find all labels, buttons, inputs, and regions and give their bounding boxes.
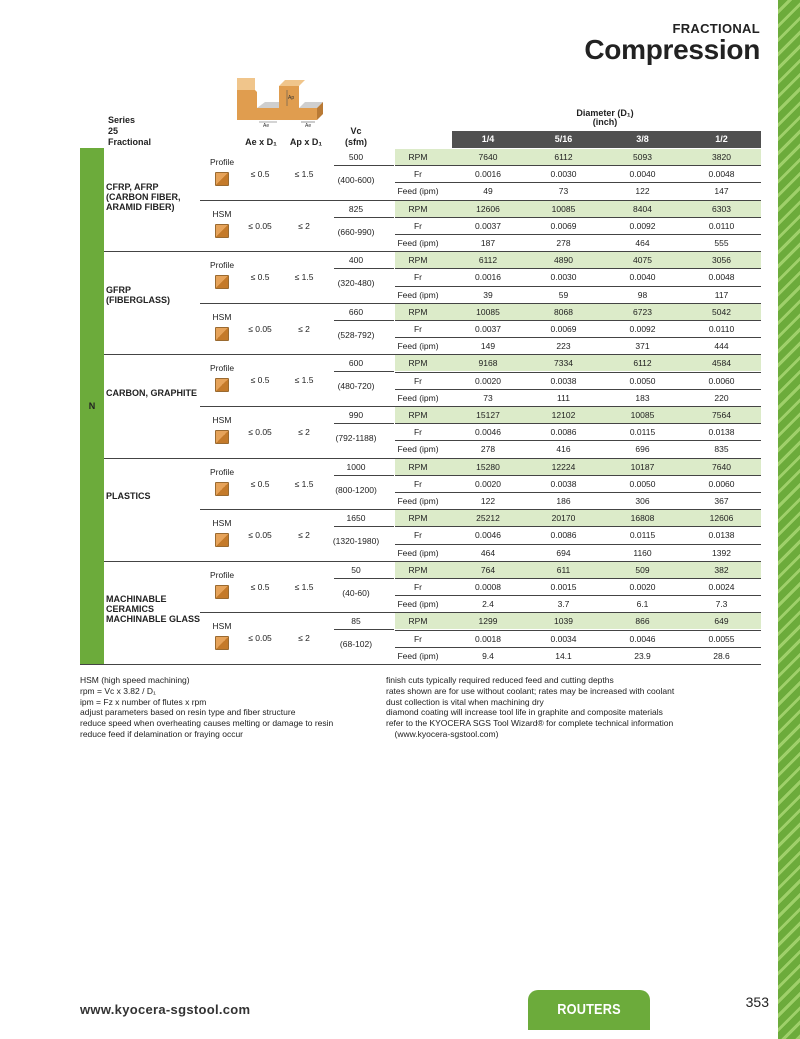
- tool-icon: [215, 378, 229, 392]
- row-label-rpm: RPM: [408, 152, 428, 162]
- rpm-value: 15280: [476, 461, 500, 472]
- fr-value: 0.0060: [708, 375, 735, 386]
- fr-value: 0.0030: [550, 272, 577, 283]
- fr-value: 0.0038: [550, 375, 577, 386]
- col-size-2: 3/8: [636, 134, 649, 144]
- rpm-value: 649: [714, 616, 729, 627]
- row-label-feed: Feed (ipm): [397, 392, 439, 403]
- col-size-1: 5/16: [554, 134, 573, 144]
- feed-value: 39: [483, 289, 493, 300]
- page-category: FRACTIONAL: [672, 21, 760, 36]
- row-label-rpm: RPM: [408, 616, 428, 627]
- ae-symbol: Ae: [263, 123, 270, 128]
- feed-value: 59: [558, 289, 569, 300]
- rpm-value: 7640: [478, 152, 498, 162]
- ap-value: ≤ 2: [298, 323, 310, 334]
- feed-value: 98: [637, 289, 648, 300]
- rpm-value: 4075: [633, 255, 652, 266]
- feed-value: 183: [635, 392, 650, 403]
- vc-divider: [334, 475, 394, 476]
- feed-value: 278: [556, 238, 571, 248]
- fr-value: 0.0055: [708, 633, 735, 644]
- diameter-header: Diameter (D₁) (inch): [576, 108, 634, 127]
- rpm-value: 12606: [476, 203, 500, 214]
- material-name: CFRP, AFRP (CARBON FIBER, ARAMID FIBER): [106, 181, 181, 212]
- row-label-rpm: RPM: [408, 358, 428, 369]
- rpm-value: 4890: [554, 255, 573, 266]
- rpm-value: 3820: [712, 152, 731, 162]
- vc-divider: [334, 217, 394, 218]
- fr-value: 0.0018: [475, 633, 501, 644]
- rpm-value: 7640: [712, 461, 731, 472]
- fr-value: 0.0040: [629, 272, 656, 283]
- rpm-value: 5093: [633, 152, 652, 162]
- feed-value: 223: [556, 341, 571, 352]
- row-label-feed: Feed (ipm): [397, 289, 439, 300]
- tool-icon: [215, 533, 229, 547]
- row-label-rpm: RPM: [408, 255, 428, 266]
- rpm-value: 3056: [712, 255, 731, 266]
- tool-icon: [215, 327, 229, 341]
- row-label-feed: Feed (ipm): [397, 496, 439, 506]
- ap-symbol: Ap: [288, 95, 295, 101]
- ap-value: ≤ 1.5: [294, 581, 314, 592]
- vc-divider: [334, 268, 394, 269]
- feed-value: 186: [556, 496, 571, 506]
- fr-value: 0.0092: [629, 220, 656, 231]
- tool-icon: [215, 275, 229, 289]
- feed-value: 3.7: [557, 599, 570, 610]
- material-name: GFRP (FIBERGLASS): [106, 284, 170, 305]
- ap-value: ≤ 2: [298, 427, 310, 437]
- feed-value: 367: [714, 496, 729, 506]
- vc-range: (480-720): [337, 381, 375, 392]
- tool-icon: [215, 585, 229, 599]
- vc-value: 660: [348, 306, 364, 317]
- vc-range: (40-60): [342, 587, 370, 598]
- feed-value: 464: [480, 547, 496, 558]
- fr-value: 0.0046: [475, 427, 501, 438]
- rpm-value: 866: [635, 616, 650, 627]
- vc-value: 825: [348, 203, 364, 214]
- ae-symbol-2: Ae: [305, 123, 312, 128]
- feed-value: 23.9: [634, 650, 651, 661]
- operation-label: HSM: [212, 311, 232, 322]
- material-name: CARBON, GRAPHITE: [106, 388, 198, 398]
- vc-value: 1650: [346, 513, 366, 524]
- rpm-value: 509: [635, 564, 650, 575]
- fr-value: 0.0086: [550, 530, 577, 541]
- fr-value: 0.0037: [475, 220, 501, 231]
- fr-value: 0.0115: [629, 530, 656, 541]
- ae-value: ≤ 0.05: [248, 530, 272, 541]
- row-label-rpm: RPM: [408, 461, 428, 472]
- feed-value: 122: [635, 186, 650, 197]
- operation-label: Profile: [209, 466, 235, 477]
- vc-divider: [334, 371, 394, 372]
- fr-value: 0.0020: [629, 582, 656, 592]
- feed-value: 28.6: [713, 650, 730, 661]
- fr-value: 0.0020: [475, 375, 501, 386]
- fr-value: 0.0115: [629, 427, 656, 438]
- rpm-value: 9168: [478, 358, 498, 369]
- feed-value: 73: [558, 186, 569, 197]
- vc-range: (1320-1980): [332, 536, 380, 547]
- tool-icon: [215, 224, 229, 238]
- operation-label: HSM: [212, 208, 232, 219]
- vc-divider: [334, 320, 394, 321]
- vc-range: (660-990): [337, 226, 375, 237]
- feed-value: 444: [714, 341, 729, 352]
- ap-header: Ap x D₁: [289, 137, 323, 147]
- rpm-value: 4584: [712, 358, 731, 369]
- vc-divider: [334, 165, 394, 166]
- rpm-value: 12224: [551, 461, 576, 472]
- feed-value: 14.1: [555, 650, 572, 661]
- rpm-value: 12606: [709, 513, 734, 524]
- vc-value: 1000: [346, 461, 366, 472]
- row-label-feed: Feed (ipm): [397, 238, 439, 248]
- feed-value: 1160: [633, 547, 652, 558]
- fr-value: 0.0110: [708, 220, 735, 231]
- operation-label: Profile: [209, 569, 235, 580]
- rpm-value: 7564: [712, 410, 731, 420]
- feed-value: 2.4: [482, 599, 494, 610]
- feed-value: 278: [480, 444, 496, 455]
- feed-value: 9.4: [482, 650, 494, 661]
- fr-value: 0.0060: [708, 478, 735, 489]
- ae-value: ≤ 0.5: [250, 169, 270, 179]
- rpm-value: 611: [556, 564, 571, 575]
- rpm-value: 16808: [630, 513, 655, 524]
- feed-value: 306: [635, 496, 650, 506]
- material-name: MACHINABLE CERAMICS MACHINABLE GLASS: [106, 594, 200, 625]
- feed-value: 122: [480, 496, 496, 506]
- rpm-value: 382: [714, 564, 729, 575]
- fr-value: 0.0046: [629, 633, 656, 644]
- row-label-fr: Fr: [413, 375, 423, 386]
- vc-range: (68-102): [339, 639, 373, 650]
- operation-label: Profile: [209, 157, 235, 167]
- fr-value: 0.0086: [550, 427, 577, 438]
- fr-value: 0.0015: [550, 582, 577, 592]
- ap-value: ≤ 2: [298, 220, 310, 231]
- rpm-value: 12102: [551, 410, 576, 420]
- fr-value: 0.0024: [708, 582, 735, 592]
- feed-value: 464: [635, 238, 650, 248]
- row-label-rpm: RPM: [408, 203, 428, 214]
- operation-label: HSM: [212, 518, 232, 529]
- ae-value: ≤ 0.5: [250, 375, 270, 386]
- notes-right: finish cuts typically required reduced feed and cutting depths rates shown are for use without coolant; rates may be increased with coolant dust collection is vital when machining dry diamond coating will increase tool life in graphite and composite materials refer to the KYOCERA SGS Tool Wizard® for complete technical information (www.kyocera-sgstool.com): [386, 675, 675, 739]
- fr-value: 0.0092: [629, 324, 656, 334]
- tool-icon: [215, 430, 229, 444]
- feed-value: 835: [714, 444, 729, 455]
- section-tab-label: ROUTERS: [557, 1001, 621, 1018]
- fr-value: 0.0016: [475, 272, 501, 283]
- ap-value: ≤ 1.5: [294, 375, 314, 386]
- vc-range: (528-792): [337, 329, 375, 340]
- fr-value: 0.0040: [629, 169, 656, 180]
- ae-header: Ae x D₁: [245, 137, 277, 147]
- material-name: PLASTICS: [106, 491, 151, 502]
- ae-value: ≤ 0.05: [248, 427, 272, 437]
- rpm-value: 7334: [554, 358, 573, 369]
- feed-value: 187: [480, 238, 496, 248]
- ap-value: ≤ 1.5: [294, 169, 314, 179]
- page-number: 353: [745, 994, 769, 1010]
- page-title: Compression: [584, 34, 760, 65]
- fr-value: 0.0110: [708, 324, 735, 334]
- row-label-rpm: RPM: [408, 410, 428, 420]
- rpm-value: 20170: [551, 513, 576, 524]
- fr-value: 0.0050: [629, 478, 656, 489]
- feed-value: 6.1: [636, 599, 649, 610]
- feed-value: 696: [635, 444, 650, 455]
- row-label-fr: Fr: [413, 220, 423, 231]
- feed-value: 694: [556, 547, 571, 558]
- row-label-fr: Fr: [413, 169, 423, 180]
- row-label-fr: Fr: [413, 272, 423, 283]
- vc-range: (320-480): [337, 278, 375, 289]
- ae-value: ≤ 0.5: [250, 581, 270, 592]
- notes-left: HSM (high speed machining) rpm = Vc x 3.82 / D₁ ipm = Fz x number of flutes x rpm adjust parameters based on resin type and fiber structure reduce speed when overheating causes melting or damage to resin reduce feed if delamination or fraying occur: [80, 675, 334, 739]
- row-label-fr: Fr: [413, 478, 423, 489]
- row-label-rpm: RPM: [408, 513, 428, 524]
- feed-value: 147: [714, 186, 729, 197]
- row-label-fr: Fr: [413, 582, 423, 592]
- fr-value: 0.0016: [475, 169, 501, 180]
- tool-icon: [215, 636, 229, 650]
- fr-value: 0.0037: [475, 324, 501, 334]
- ae-value: ≤ 0.05: [248, 220, 272, 231]
- row-label-feed: Feed (ipm): [397, 444, 439, 455]
- row-label-fr: Fr: [413, 427, 423, 438]
- ae-value: ≤ 0.5: [250, 478, 270, 489]
- fr-value: 0.0034: [550, 633, 577, 644]
- vc-header: Vc (sfm): [345, 126, 367, 147]
- fr-value: 0.0038: [550, 478, 577, 489]
- diameter-column-bar: [452, 131, 761, 148]
- fr-value: 0.0069: [550, 220, 577, 231]
- vc-value: 50: [351, 564, 361, 575]
- operation-label: Profile: [209, 363, 235, 374]
- fr-value: 0.0030: [550, 169, 577, 180]
- operation-label: HSM: [212, 621, 232, 632]
- rpm-value: 5042: [712, 306, 731, 317]
- feed-value: 111: [557, 392, 570, 403]
- fr-value: 0.0020: [475, 478, 501, 489]
- rpm-value: 8404: [633, 203, 652, 214]
- row-label-feed: Feed (ipm): [397, 341, 439, 352]
- group-label: N: [88, 401, 96, 411]
- feed-value: 49: [483, 186, 493, 197]
- rpm-value: 10187: [630, 461, 655, 472]
- vc-value: 400: [348, 255, 364, 266]
- feed-value: 117: [714, 289, 729, 300]
- rpm-value: 1299: [478, 616, 498, 627]
- ap-value: ≤ 2: [298, 633, 310, 644]
- fr-value: 0.0069: [550, 324, 577, 334]
- ae-value: ≤ 0.05: [248, 633, 272, 644]
- row-label-feed: Feed (ipm): [397, 650, 439, 661]
- feed-value: 220: [714, 392, 729, 403]
- vc-divider: [334, 578, 394, 579]
- ae-value: ≤ 0.05: [248, 323, 272, 334]
- fr-value: 0.0046: [475, 530, 501, 541]
- edge-stripe: [778, 0, 800, 1039]
- col-size-0: 1/4: [481, 134, 495, 144]
- vc-value: 600: [348, 358, 364, 369]
- fr-value: 0.0048: [708, 169, 735, 180]
- ap-value: ≤ 1.5: [294, 478, 314, 489]
- rpm-value: 6112: [478, 255, 498, 266]
- rpm-value: 10085: [630, 410, 655, 420]
- tool-icon: [215, 482, 229, 496]
- feed-value: 73: [483, 392, 493, 403]
- rpm-value: 764: [480, 564, 496, 575]
- feed-value: 7.3: [715, 599, 728, 610]
- row-label-fr: Fr: [413, 633, 423, 644]
- rpm-value: 1039: [554, 616, 573, 627]
- row-label-feed: Feed (ipm): [397, 186, 439, 197]
- fr-value: 0.0138: [708, 530, 735, 541]
- col-size-3: 1/2: [715, 134, 728, 144]
- feed-value: 555: [714, 238, 729, 248]
- fr-value: 0.0050: [629, 375, 656, 386]
- vc-divider: [334, 423, 394, 424]
- row-label-feed: Feed (ipm): [397, 599, 439, 610]
- tool-icon: [215, 172, 229, 186]
- rpm-value: 6112: [633, 358, 652, 369]
- vc-range: (792-1188): [335, 433, 377, 443]
- table-bottom: [80, 664, 761, 665]
- fr-value: 0.0138: [708, 427, 735, 438]
- feed-value: 416: [556, 444, 571, 455]
- rpm-value: 10085: [476, 306, 500, 317]
- vc-value: 85: [351, 616, 361, 627]
- rpm-value: 10085: [551, 203, 576, 214]
- vc-range: (800-1200): [335, 484, 377, 495]
- rpm-value: 6303: [712, 203, 731, 214]
- operation-label: HSM: [212, 415, 232, 425]
- section-tab[interactable]: [528, 990, 650, 1030]
- operation-label: Profile: [209, 260, 235, 271]
- rpm-value: 15127: [476, 410, 500, 420]
- vc-value: 500: [348, 152, 364, 162]
- rpm-value: 6112: [554, 152, 573, 162]
- series-label: Series 25 Fractional: [108, 115, 152, 147]
- feed-value: 149: [480, 341, 496, 352]
- row-label-rpm: RPM: [408, 306, 428, 317]
- feed-value: 1392: [712, 547, 731, 558]
- fr-value: 0.0008: [475, 582, 501, 592]
- row-label-rpm: RPM: [408, 564, 428, 575]
- ap-value: ≤ 2: [298, 530, 310, 541]
- vc-value: 990: [348, 410, 364, 420]
- rpm-value: 6723: [633, 306, 652, 317]
- row-label-fr: Fr: [413, 324, 423, 334]
- vc-divider: [334, 526, 394, 527]
- rpm-value: 8068: [554, 306, 573, 317]
- vc-divider: [334, 629, 394, 630]
- footer-url[interactable]: www.kyocera-sgstool.com: [80, 1002, 251, 1017]
- ap-value: ≤ 1.5: [294, 272, 314, 283]
- row-label-feed: Feed (ipm): [397, 547, 439, 558]
- feed-value: 371: [635, 341, 650, 352]
- rpm-value: 25212: [476, 513, 500, 524]
- fr-value: 0.0048: [708, 272, 735, 283]
- row-label-fr: Fr: [413, 530, 423, 541]
- engagement-diagram: [237, 78, 327, 128]
- vc-range: (400-600): [337, 175, 375, 185]
- ae-value: ≤ 0.5: [250, 272, 270, 283]
